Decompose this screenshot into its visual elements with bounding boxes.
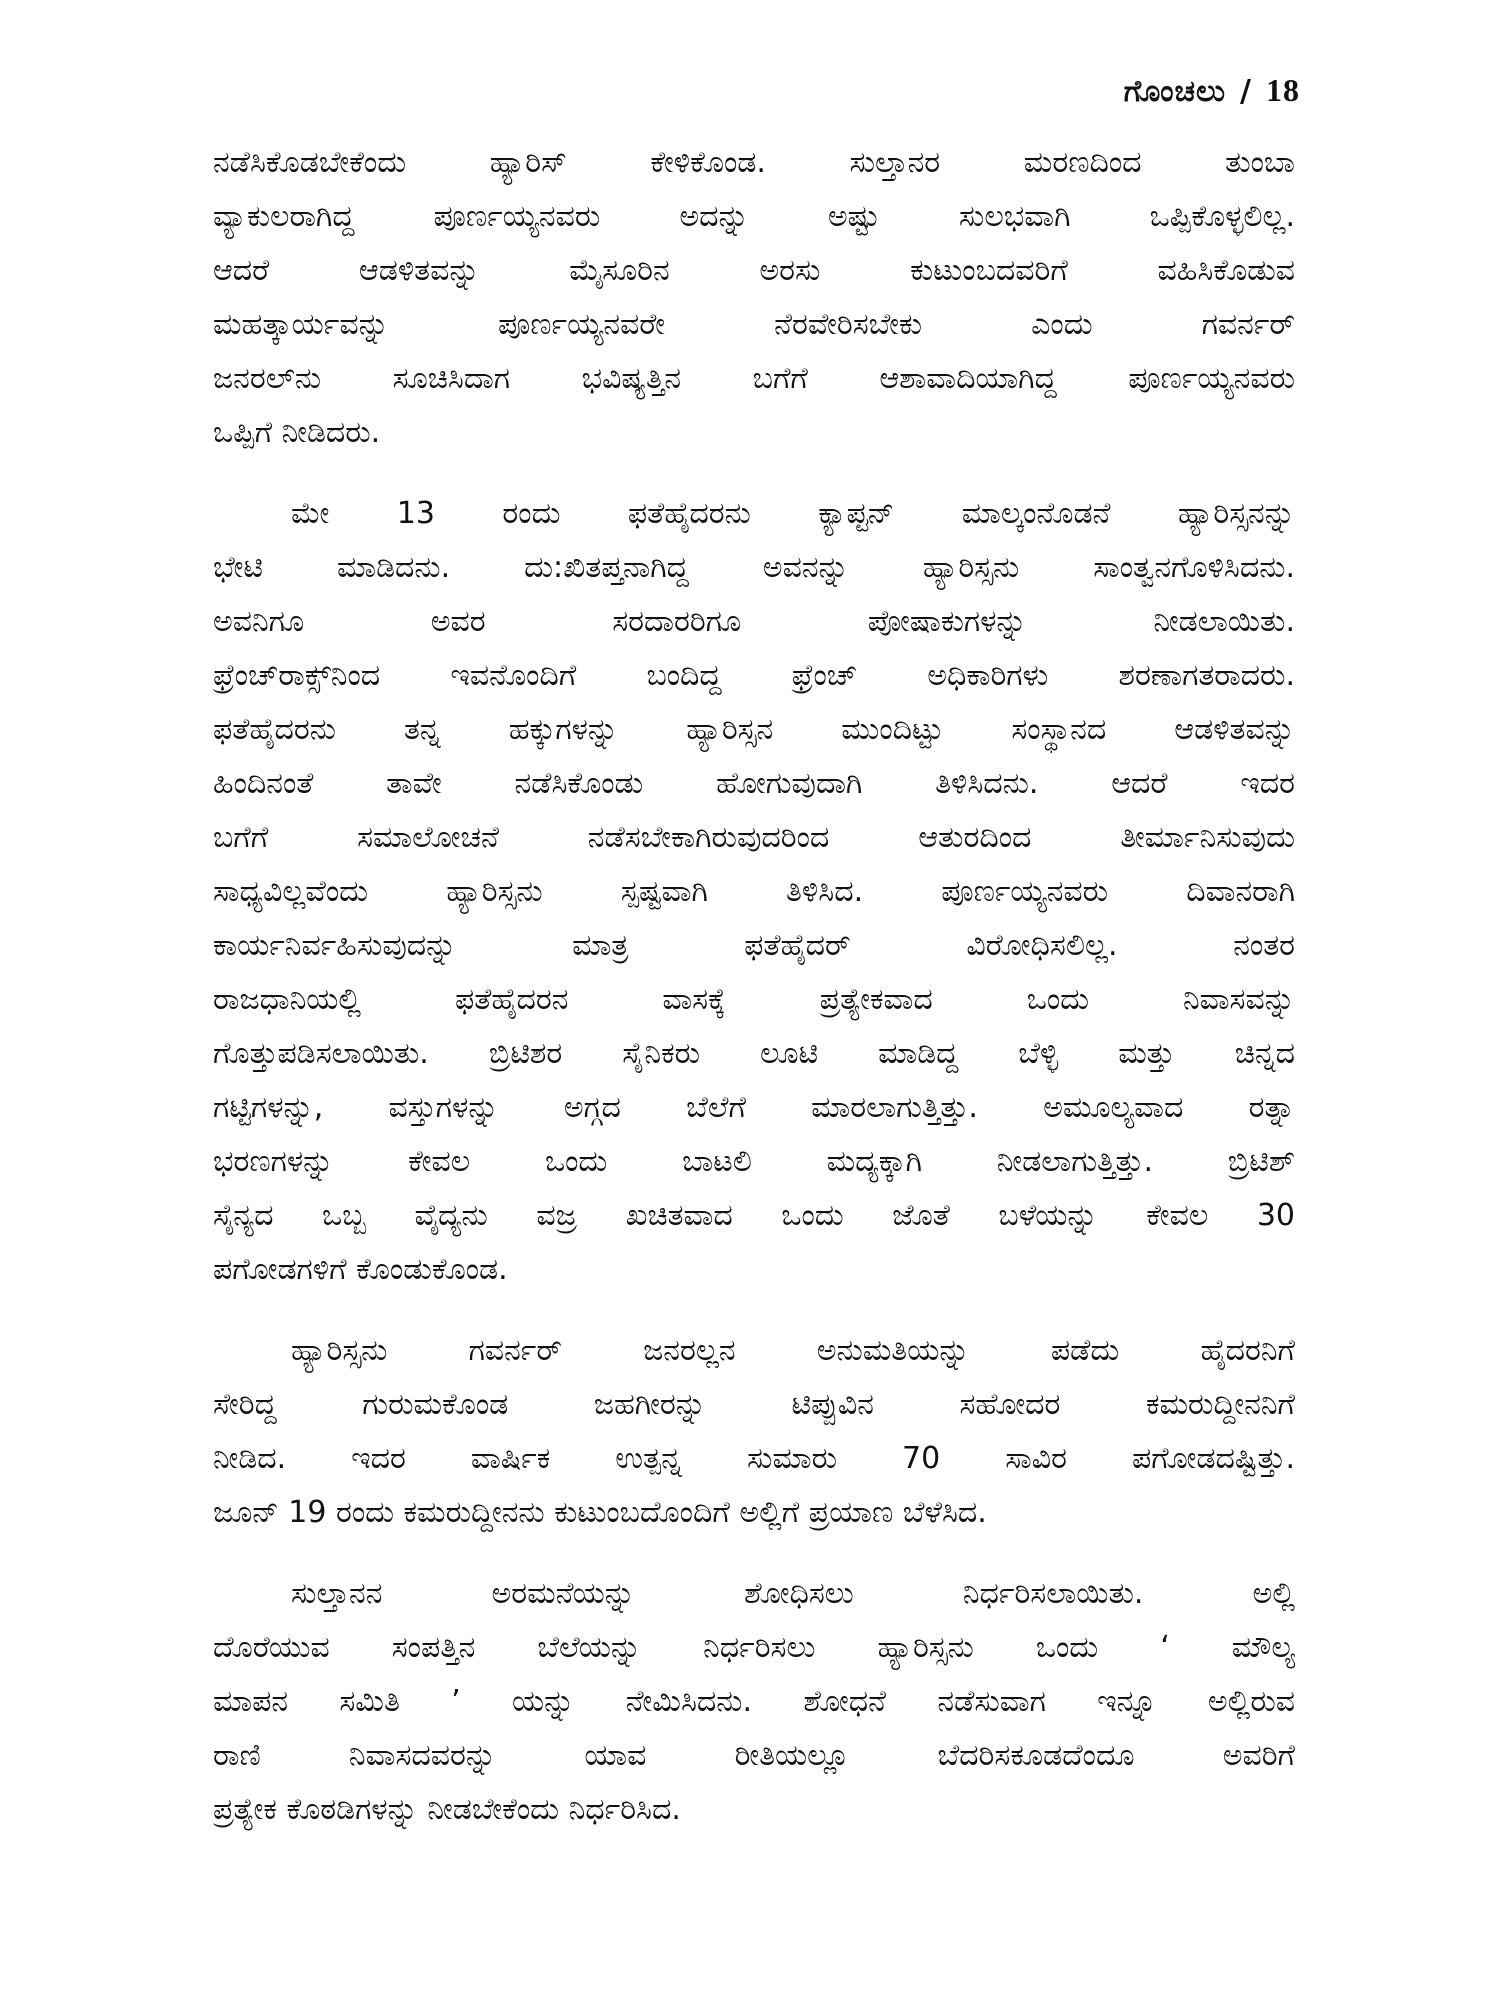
text-line: ಜೂನ್ 19 ರಂದು ಕಮರುದ್ದೀನನು ಕುಟುಂಬದೊಂದಿಗೆ ಅಲ್ಲಿಗೆ ಪ್ರಯಾಣ ಬೆಳೆಸಿದ.	[213, 1495, 987, 1530]
text-line: ರಾಣಿ ನಿವಾಸದವರನ್ನು ಯಾವ ರೀತಿಯಲ್ಲೂ ಬೆದರಿಸಕೂಡದೆಂದೂ ಅವರಿಗೆ	[213, 1738, 1295, 1773]
body-text	[213, 136, 1295, 1864]
text-line: ಭರಣಗಳನ್ನು ಕೇವಲ ಒಂದು ಬಾಟಲಿ ಮದ್ಯಕ್ಕಾಗಿ ನೀಡಲಾಗುತ್ತಿತ್ತು. ಬ್ರಿಟಿಶ್	[213, 1144, 1295, 1179]
text-line: ಸಾಧ್ಯವಿಲ್ಲವೆಂದು ಹ್ಯಾರಿಸ್ಸನು ಸ್ಪಷ್ಟವಾಗಿ ತಿಳಿಸಿದ. ಪೂರ್ಣಯ್ಯನವರು ದಿವಾನರಾಗಿ	[213, 874, 1295, 909]
paragraph	[213, 487, 1295, 1297]
running-header	[1124, 72, 1300, 109]
text-line: ದೊರೆಯುವ ಸಂಪತ್ತಿನ ಬೆಲೆಯನ್ನು ನಿರ್ಧರಿಸಲು ಹ್ಯಾರಿಸ್ಸನು ಒಂದು ‘ ಮೌಲ್ಯ	[213, 1630, 1295, 1665]
text-line: ಗಟ್ಟಿಗಳನ್ನು, ವಸ್ತುಗಳನ್ನು ಅಗ್ಗದ ಬೆಲೆಗೆ ಮಾರಲಾಗುತ್ತಿತ್ತು. ಅಮೂಲ್ಯವಾದ ರತ್ನಾ	[213, 1090, 1295, 1125]
header-title: ಗೊಂಚಲು	[1123, 74, 1227, 109]
text-line: ಜನರಲ್‌ನು ಸೂಚಿಸಿದಾಗ ಭವಿಷ್ಯತ್ತಿನ ಬಗೆಗೆ ಆಶಾವಾದಿಯಾಗಿದ್ದ ಪೂರ್ಣಯ್ಯನವರು	[213, 361, 1295, 396]
page-number: 18	[1266, 72, 1300, 108]
text-line: ಫ್ರೆಂಚ್‌ರಾಕ್ಸ್‌ನಿಂದ ಇವನೊಂದಿಗೆ ಬಂದಿದ್ದ ಫ್ರೆಂಚ್ ಅಧಿಕಾರಿಗಳು ಶರಣಾಗತರಾದರು.	[213, 658, 1295, 693]
text-line: ಸೇರಿದ್ದ ಗುರುಮಕೊಂಡ ಜಹಗೀರನ್ನು ಟಿಪ್ಪುವಿನ ಸಹೋದರ ಕಮರುದ್ದೀನನಿಗೆ	[213, 1387, 1295, 1422]
text-line: ಆದರೆ ಆಡಳಿತವನ್ನು ಮೈಸೂರಿನ ಅರಸು ಕುಟುಂಬದವರಿಗೆ ವಹಿಸಿಕೊಡುವ	[213, 253, 1295, 288]
text-line: ಪಗೋಡಗಳಿಗೆ ಕೊಂಡುಕೊಂಡ.	[213, 1252, 508, 1287]
text-line: ಗೊತ್ತುಪಡಿಸಲಾಯಿತು. ಬ್ರಿಟಿಶರ ಸೈನಿಕರು ಲೂಟಿ ಮಾಡಿದ್ದ ಬೆಳ್ಳಿ ಮತ್ತು ಚಿನ್ನದ	[213, 1036, 1295, 1071]
text-line: ಮೇ 13 ರಂದು ಫತೆಹೈದರನು ಕ್ಯಾಪ್ಟನ್ ಮಾಲ್ಕಂನೊಡನೆ ಹ್ಯಾರಿಸ್ಸನನ್ನು	[291, 496, 1295, 531]
text-line: ಪ್ರತ್ಯೇಕ ಕೊಠಡಿಗಳನ್ನು ನೀಡಬೇಕೆಂದು ನಿರ್ಧರಿಸಿದ.	[213, 1792, 681, 1827]
paragraph	[213, 1324, 1295, 1540]
text-line: ಮಾಪನ ಸಮಿತಿ ’ ಯನ್ನು ನೇಮಿಸಿದನು. ಶೋಧನೆ ನಡೆಸುವಾಗ ಇನ್ನೂ ಅಲ್ಲಿರುವ	[213, 1684, 1295, 1719]
text-line: ಸುಲ್ತಾನನ ಅರಮನೆಯನ್ನು ಶೋಧಿಸಲು ನಿರ್ಧರಿಸಲಾಯಿತು. ಅಲ್ಲಿ	[291, 1576, 1295, 1611]
text-line: ಹಿಂದಿನಂತೆ ತಾವೇ ನಡೆಸಿಕೊಂಡು ಹೋಗುವುದಾಗಿ ತಿಳಿಸಿದನು. ಆದರೆ ಇದರ	[213, 766, 1295, 801]
header-separator: /	[1240, 74, 1252, 109]
text-line: ವ್ಯಾಕುಲರಾಗಿದ್ದ ಪೂರ್ಣಯ್ಯನವರು ಅದನ್ನು ಅಷ್ಟು ಸುಲಭವಾಗಿ ಒಪ್ಪಿಕೊಳ್ಳಲಿಲ್ಲ.	[213, 199, 1295, 234]
text-line: ಬಗೆಗೆ ಸಮಾಲೋಚನೆ ನಡೆಸಬೇಕಾಗಿರುವುದರಿಂದ ಆತುರದಿಂದ ತೀರ್ಮಾನಿಸುವುದು	[213, 820, 1295, 855]
text-line: ಮಹತ್ಕಾರ್ಯವನ್ನು ಪೂರ್ಣಯ್ಯನವರೇ ನೆರವೇರಿಸಬೇಕು ಎಂದು ಗವರ್ನರ್	[213, 307, 1295, 342]
text-line: ಸೈನ್ಯದ ಒಬ್ಬ ವೈದ್ಯನು ವಜ್ರ ಖಚಿತವಾದ ಒಂದು ಜೊತೆ ಬಳೆಯನ್ನು ಕೇವಲ 30	[213, 1198, 1295, 1233]
paragraph	[213, 136, 1295, 460]
text-line: ಅವನಿಗೂ ಅವರ ಸರದಾರರಿಗೂ ಪೋಷಾಕುಗಳನ್ನು ನೀಡಲಾಯಿತು.	[213, 604, 1295, 639]
text-line: ಕಾರ್ಯನಿರ್ವಹಿಸುವುದನ್ನು ಮಾತ್ರ ಫತೆಹೈದರ್ ವಿರೋಧಿಸಲಿಲ್ಲ. ನಂತರ	[213, 928, 1295, 963]
text-line: ಫತೆಹೈದರನು ತನ್ನ ಹಕ್ಕುಗಳನ್ನು ಹ್ಯಾರಿಸ್ಸನ ಮುಂದಿಟ್ಟು ಸಂಸ್ಥಾನದ ಆಡಳಿತವನ್ನು	[213, 712, 1295, 747]
text-line: ಭೇಟಿ ಮಾಡಿದನು. ದು:ಖಿತಪ್ತನಾಗಿದ್ದ ಅವನನ್ನು ಹ್ಯಾರಿಸ್ಸನು ಸಾಂತ್ವನಗೊಳಿಸಿದನು.	[213, 550, 1295, 585]
text-line: ರಾಜಧಾನಿಯಲ್ಲಿ ಫತೆಹೈದರನ ವಾಸಕ್ಕೆ ಪ್ರತ್ಯೇಕವಾದ ಒಂದು ನಿವಾಸವನ್ನು	[213, 982, 1295, 1017]
text-line: ನೀಡಿದ. ಇದರ ವಾರ್ಷಿಕ ಉತ್ಪನ್ನ ಸುಮಾರು 70 ಸಾವಿರ ಪಗೋಡದಷ್ಟಿತ್ತು.	[213, 1441, 1295, 1476]
paragraph	[213, 1567, 1295, 1837]
text-line: ಒಪ್ಪಿಗೆ ನೀಡಿದರು.	[213, 415, 381, 450]
text-line: ನಡೆಸಿಕೊಡಬೇಕೆಂದು ಹ್ಯಾರಿಸ್ ಕೇಳಿಕೊಂಡ. ಸುಲ್ತಾನರ ಮರಣದಿಂದ ತುಂಬಾ	[213, 145, 1295, 180]
text-line: ಹ್ಯಾರಿಸ್ಸನು ಗವರ್ನರ್ ಜನರಲ್ಲನ ಅನುಮತಿಯನ್ನು ಪಡೆದು ಹೈದರನಿಗೆ	[291, 1333, 1295, 1368]
